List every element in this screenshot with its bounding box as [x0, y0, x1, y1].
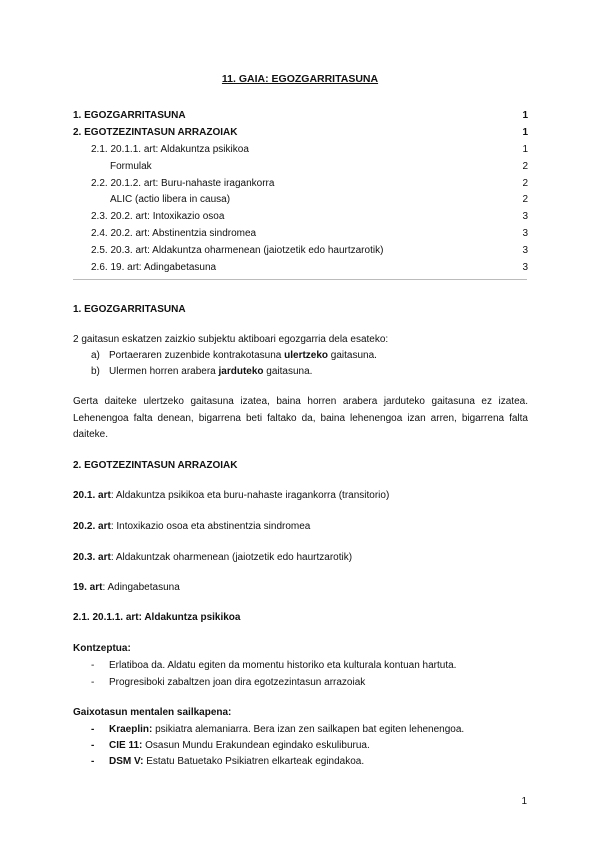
toc-entry-page: 3 — [522, 228, 528, 240]
paragraph: 2 gaitasun eskatzen zaizkio subjektu aktiboari egozgarria dela esateko: — [73, 334, 389, 345]
toc-entry-label: ALIC (actio libera in causa) — [110, 194, 231, 206]
article-text: : Intoxikazio osoa eta abstinentzia sindromea — [110, 521, 311, 532]
list-marker: a) — [91, 350, 100, 361]
article-text: : Aldakuntzak oharmenean (jaiotzetik edo haurtzarotik) — [110, 552, 353, 563]
subheading: Kontzeptua: — [73, 643, 131, 654]
list-item-text: Erlatiboa da. Aldatu egiten da momentu historiko eta kulturala kontuan hartuta. — [109, 660, 457, 671]
toc-entry-page: 2 — [522, 160, 528, 172]
text-run-bold: ulertzeko — [284, 350, 329, 361]
list-item-text — [109, 348, 377, 364]
toc-entry[interactable] — [73, 108, 528, 125]
subheading: Gaixotasun mentalen sailkapena: — [73, 707, 232, 718]
definition: psikiatra alemaniarra. Bera izan zen sailkapen bat egiten lehenengoa. — [152, 724, 465, 735]
definition: Osasun Mundu Erakundean egindako eskuliburua. — [142, 740, 370, 751]
toc-entry-label: 2.2. 20.1.2. art: Buru-nahaste iragankorra — [91, 177, 275, 189]
article-line — [73, 488, 528, 505]
article-ref: 20.2. art — [73, 521, 111, 532]
article-ref: 20.3. art — [73, 552, 111, 563]
toc-entry-label: 2.3. 20.2. art: Intoxikazio osoa — [91, 211, 225, 223]
text-run: gaitasuna. — [263, 366, 313, 377]
article-text: : Adingabetasuna — [102, 582, 180, 593]
toc-entry-label: 2. EGOTZEZINTASUN ARRAZOIAK — [73, 126, 238, 138]
page-number: 1 — [521, 796, 527, 807]
toc-entry[interactable] — [73, 226, 528, 243]
text-run: Portaeraren zuzenbide kontrakotasuna — [109, 350, 285, 361]
list-item-text — [109, 738, 370, 754]
toc-entry[interactable] — [73, 125, 528, 142]
section-heading: 1. EGOZGARRITASUNA — [73, 304, 186, 315]
article-line — [73, 550, 528, 567]
toc-entry-page: 2 — [522, 194, 528, 206]
toc-entry-label: 1. EGOZGARRITASUNA — [73, 110, 186, 121]
dash-bullet-icon: - — [91, 740, 95, 751]
text-run: gaitasuna. — [328, 350, 377, 361]
list-item-text — [109, 722, 464, 738]
text-run: Ulermen horren arabera — [109, 366, 219, 377]
toc-entry-label: 2.5. 20.3. art: Aldakuntza oharmenean (jaiotzetik edo haurtzarotik) — [91, 245, 384, 257]
toc-entry-page: 2 — [522, 177, 528, 189]
dash-bullet-icon: - — [91, 756, 95, 767]
toc-entry-label: 2.1. 20.1.1. art: Aldakuntza psikikoa — [91, 143, 249, 155]
toc-entry-page: 1 — [522, 110, 528, 121]
toc-entry[interactable] — [73, 260, 528, 277]
toc-entry-page: 3 — [522, 262, 528, 274]
toc-entry-page: 3 — [522, 211, 528, 223]
toc-entry[interactable] — [73, 159, 528, 176]
toc-entry[interactable] — [73, 192, 528, 209]
text-run-bold: jarduteko — [218, 366, 264, 377]
dash-bullet-icon: - — [91, 660, 95, 671]
toc-entry-page: 1 — [522, 126, 528, 138]
definition: Estatu Batuetako Psikiatren elkarteak egindakoa. — [143, 756, 365, 767]
list-item-text — [109, 364, 312, 380]
toc-entry-label: 2.4. 20.2. art: Abstinentzia sindromea — [91, 228, 257, 240]
toc-entry-page: 1 — [522, 143, 528, 155]
list-item-text — [109, 754, 364, 770]
subsection-heading: 2.1. 20.1.1. art: Aldakuntza psikikoa — [73, 612, 241, 623]
toc-entry-page: 3 — [522, 245, 528, 257]
list-marker: b) — [91, 366, 100, 377]
article-line — [73, 519, 528, 536]
toc-entry[interactable] — [73, 243, 528, 260]
list-item-text: Progresiboki zabaltzen joan dira egotzezintasun arrazoiak — [109, 677, 366, 688]
article-ref: 19. art — [73, 582, 103, 593]
section-heading: 2. EGOTZEZINTASUN ARRAZOIAK — [73, 460, 238, 471]
table-of-contents — [73, 108, 528, 277]
article-line — [73, 580, 528, 597]
article-ref: 20.1. art — [73, 490, 111, 501]
term: CIE 11: — [109, 740, 143, 751]
document-title: 11. GAIA: EGOZGARRITASUNA — [221, 73, 379, 85]
dash-bullet-icon: - — [91, 677, 95, 688]
toc-entry[interactable] — [73, 176, 528, 193]
toc-divider — [73, 279, 527, 280]
dash-bullet-icon: - — [91, 724, 95, 735]
toc-entry-label: 2.6. 19. art: Adingabetasuna — [91, 262, 217, 274]
toc-entry-label: Formulak — [110, 160, 152, 172]
term: DSM V: — [109, 756, 144, 767]
paragraph: Gerta daiteke ulertzeko gaitasuna izatea, baina horren arabera jarduteko gaitasuna ez izatea. Lehenengoa falta denean, bigarrena beti faltako da, baina lehenengoa izan arren, bigarrena falta daiteke. — [73, 396, 528, 440]
term: Kraeplin: — [109, 724, 153, 735]
toc-entry[interactable] — [73, 209, 528, 226]
toc-entry[interactable] — [73, 142, 528, 159]
article-text: : Aldakuntza psikikoa eta buru-nahaste iragankorra (transitorio) — [110, 490, 390, 501]
